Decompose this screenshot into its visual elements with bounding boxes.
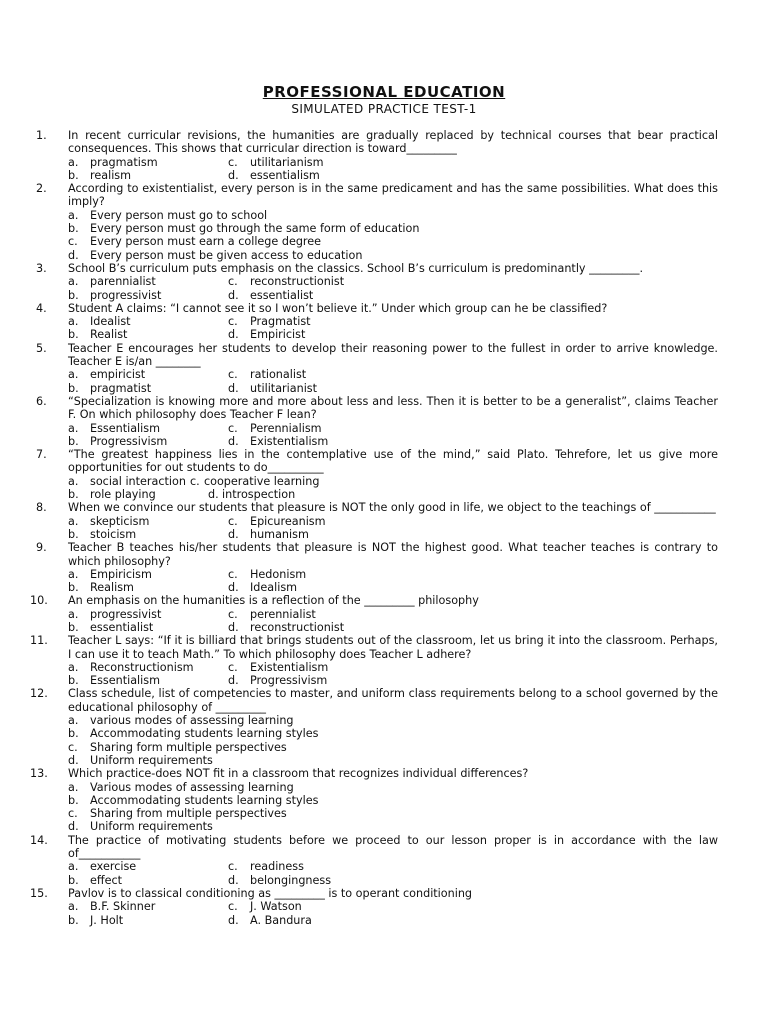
option-letter: b. — [68, 873, 79, 887]
option-text: introspection — [222, 488, 296, 502]
option-row — [68, 874, 718, 887]
option-letter: a. — [68, 660, 79, 674]
answer-option — [228, 674, 327, 687]
option-letter: c. — [68, 740, 78, 754]
option-text: Every person must earn a college degree — [90, 235, 322, 249]
answer-option — [68, 794, 718, 807]
option-row — [68, 860, 718, 873]
answer-option — [68, 741, 718, 754]
answer-option — [228, 515, 326, 528]
option-text: role playing — [90, 488, 156, 502]
question-number-label: 7. — [36, 448, 47, 462]
answer-option — [68, 608, 228, 621]
option-letter: c. — [228, 660, 238, 674]
option-letter: d. — [68, 820, 79, 834]
option-text: Various modes of assessing learning — [90, 780, 294, 794]
question-text: “Specialization is knowing more and more about less and less. Then it is better to be a generalist”, claims Teacher F. On which philosophy does Teacher F lean? — [68, 394, 718, 422]
answer-options — [68, 209, 718, 262]
option-row — [68, 900, 718, 913]
question-number-label: 4. — [36, 301, 47, 315]
option-text: A. Bandura — [250, 913, 312, 927]
question-item — [30, 129, 718, 156]
answer-options — [68, 475, 718, 502]
option-row — [68, 289, 718, 302]
option-letter: d. — [228, 168, 239, 182]
option-text: utilitarianism — [250, 155, 324, 169]
option-text: Progressivism — [250, 674, 328, 688]
question-text: In recent curricular revisions, the humanities are gradually replaced by technical courses that bear practical consequences. This shows that curricular direction is toward_________ — [68, 129, 718, 156]
option-letter: d. — [228, 434, 239, 448]
question-text: Teacher E encourages her students to develop their reasoning power to the fullest in order to arrive knowledge. Teacher E is/an ________ — [68, 341, 718, 369]
option-text: perennialist — [250, 607, 316, 621]
question-item — [30, 302, 718, 315]
option-letter: b. — [68, 168, 79, 182]
option-text: Existentialism — [250, 660, 329, 674]
answer-option — [68, 222, 718, 235]
option-letter: a. — [68, 315, 79, 329]
option-text: utilitarianist — [250, 381, 318, 395]
option-text: Epicureanism — [250, 514, 326, 528]
answer-options — [68, 714, 718, 767]
answer-option — [228, 368, 306, 381]
question-number-label: 10. — [30, 594, 48, 608]
answer-option — [68, 169, 228, 182]
question-number — [30, 395, 68, 422]
question-item — [30, 767, 718, 780]
option-row — [68, 914, 718, 927]
question-item — [30, 541, 718, 568]
answer-option — [228, 422, 322, 435]
option-text: Every person must go to school — [90, 208, 268, 222]
option-text: Essentialism — [90, 421, 160, 435]
option-text: Accommodating students learning styles — [90, 793, 319, 807]
answer-option — [228, 874, 331, 887]
answer-option — [208, 488, 295, 501]
answer-option — [68, 781, 718, 794]
option-text: essentialist — [250, 288, 314, 302]
question-text: Which practice-does NOT fit in a classroom that recognizes individual differences? — [68, 767, 529, 781]
question-text: An emphasis on the humanities is a reflection of the _________ philosophy — [68, 594, 479, 608]
option-text: Empiricist — [250, 328, 306, 342]
option-text: Pragmatist — [250, 315, 311, 329]
option-letter: b. — [68, 674, 79, 688]
answer-options — [68, 781, 718, 834]
answer-option — [228, 568, 306, 581]
answer-option — [228, 661, 328, 674]
option-letter: d. — [68, 248, 79, 262]
option-letter: d. — [228, 873, 239, 887]
option-text: humanism — [250, 527, 309, 541]
option-row — [68, 661, 718, 674]
answer-option — [68, 860, 228, 873]
answer-option — [68, 488, 204, 501]
answer-option — [68, 289, 228, 302]
answer-options — [68, 900, 718, 927]
option-text: pragmatist — [90, 381, 152, 395]
answer-option — [228, 169, 320, 182]
option-text: Empiricism — [90, 567, 152, 581]
question-item — [30, 342, 718, 369]
answer-option — [68, 874, 228, 887]
question-text: According to existentialist, every person is in the same predicament and has the same possibilities. What does this imply? — [68, 182, 718, 209]
question-number — [30, 594, 68, 607]
question-number — [30, 767, 68, 780]
option-text: Hedonism — [250, 567, 307, 581]
question-number-label: 13. — [30, 767, 48, 781]
answer-option — [228, 328, 305, 341]
answer-option — [228, 914, 312, 927]
option-text: Sharing from multiple perspectives — [90, 807, 287, 821]
question-number — [30, 302, 68, 315]
option-row — [68, 515, 718, 528]
option-text: Existentialism — [250, 434, 329, 448]
option-letter: b. — [68, 620, 79, 634]
option-row — [68, 169, 718, 182]
option-letter: c. — [228, 315, 238, 329]
option-letter: d. — [228, 288, 239, 302]
answer-option — [228, 315, 311, 328]
answer-options — [68, 422, 718, 449]
option-letter: a. — [68, 900, 79, 914]
answer-options — [68, 156, 718, 183]
question-number — [30, 687, 68, 714]
question-text: Teacher L says: “If it is billiard that brings students out of the classroom, let us bring it into the classroom. Perhaps, I can use it to teach Math.” To which philosophy does Teacher L adhere? — [68, 634, 718, 661]
option-letter: b. — [68, 288, 79, 302]
option-row — [68, 275, 718, 288]
option-letter: d. — [228, 381, 239, 395]
answer-option — [68, 568, 228, 581]
option-text: parennialist — [90, 275, 156, 289]
option-text: skepticism — [90, 514, 150, 528]
answer-option — [68, 900, 228, 913]
answer-options — [68, 860, 718, 887]
option-letter: c. — [228, 607, 238, 621]
option-text: various modes of assessing learning — [90, 714, 294, 728]
question-number-label: 12. — [30, 687, 48, 701]
question-number — [30, 448, 68, 475]
question-number — [30, 887, 68, 900]
answer-options — [68, 568, 718, 595]
option-text: empiricist — [90, 368, 146, 382]
option-row — [68, 608, 718, 621]
option-text: J. Holt — [90, 913, 124, 927]
option-text: reconstructionist — [250, 620, 345, 634]
option-letter: a. — [68, 421, 79, 435]
option-letter: b. — [68, 222, 79, 236]
option-letter: b. — [68, 488, 79, 502]
option-row — [68, 488, 718, 501]
option-row — [68, 382, 718, 395]
answer-option — [190, 475, 319, 488]
answer-option — [228, 289, 313, 302]
option-text: Essentialism — [90, 674, 160, 688]
option-text: exercise — [90, 860, 137, 874]
option-letter: d. — [228, 674, 239, 688]
option-row — [68, 315, 718, 328]
answer-option — [68, 275, 228, 288]
answer-option — [68, 328, 228, 341]
option-letter: a. — [68, 514, 79, 528]
option-letter: a. — [68, 567, 79, 581]
option-text: cooperative learning — [203, 474, 320, 488]
document-title: PROFESSIONAL EDUCATION — [262, 83, 506, 101]
option-text: Every person must go through the same form of education — [90, 222, 420, 236]
option-letter: c. — [228, 421, 238, 435]
option-letter: c. — [228, 368, 238, 382]
option-letter: a. — [68, 607, 79, 621]
option-row — [68, 328, 718, 341]
option-letter: b. — [68, 581, 79, 595]
question-item — [30, 395, 718, 422]
question-number — [30, 501, 68, 514]
option-text: reconstructionist — [250, 275, 345, 289]
option-letter: d. — [68, 753, 79, 767]
question-number — [30, 541, 68, 568]
option-text: Realism — [90, 581, 134, 595]
question-number-label: 6. — [36, 394, 47, 408]
option-letter: a. — [68, 368, 79, 382]
option-letter: b. — [68, 793, 79, 807]
question-item — [30, 501, 718, 514]
option-letter: d. — [228, 913, 239, 927]
option-letter: a. — [68, 155, 79, 169]
answer-option — [68, 661, 228, 674]
option-text: essentialism — [250, 168, 320, 182]
answer-option — [68, 156, 228, 169]
answer-option — [68, 621, 228, 634]
question-number-label: 14. — [30, 833, 48, 847]
answer-option — [228, 435, 328, 448]
option-row — [68, 674, 718, 687]
answer-options — [68, 368, 718, 395]
answer-option — [68, 714, 718, 727]
option-row — [68, 422, 718, 435]
question-item — [30, 262, 718, 275]
option-text: Realist — [90, 328, 128, 342]
option-row — [68, 528, 718, 541]
option-letter: c. — [228, 275, 238, 289]
option-row — [68, 581, 718, 594]
answer-options — [68, 275, 718, 302]
question-text: Student A claims: “I cannot see it so I won’t believe it.” Under which group can he be classified? — [68, 301, 608, 315]
option-letter: a. — [68, 714, 79, 728]
answer-option — [68, 368, 228, 381]
question-item — [30, 448, 718, 475]
answer-options — [68, 515, 718, 542]
option-letter: d. — [228, 620, 239, 634]
option-letter: b. — [68, 381, 79, 395]
option-letter: a. — [68, 275, 79, 289]
option-text: pragmatism — [90, 155, 158, 169]
document-subtitle: SIMULATED PRACTICE TEST-1 — [291, 102, 477, 116]
option-row — [68, 156, 718, 169]
question-number-label: 11. — [30, 634, 48, 648]
option-letter: a. — [68, 860, 79, 874]
answer-option — [68, 515, 228, 528]
option-text: Uniform requirements — [90, 753, 213, 767]
question-number-label: 3. — [36, 261, 47, 275]
option-text: Uniform requirements — [90, 820, 213, 834]
answer-option — [228, 275, 344, 288]
answer-option — [68, 435, 228, 448]
answer-option — [228, 860, 304, 873]
answer-options — [68, 661, 718, 688]
option-text: effect — [90, 873, 123, 887]
question-number — [30, 182, 68, 209]
option-text: essentialist — [90, 620, 154, 634]
option-text: Idealism — [250, 581, 298, 595]
option-row — [68, 621, 718, 634]
answer-option — [228, 156, 324, 169]
option-letter: c. — [68, 807, 78, 821]
question-item — [30, 834, 718, 861]
answer-option — [228, 900, 302, 913]
option-text: progressivist — [90, 607, 162, 621]
question-item — [30, 687, 718, 714]
option-text: Perennialism — [250, 421, 322, 435]
question-number-label: 5. — [36, 341, 47, 355]
answer-option — [228, 581, 297, 594]
question-text: School B’s curriculum puts emphasis on the classics. School B’s curriculum is predominantly _________. — [68, 261, 644, 275]
answer-option — [68, 820, 718, 833]
answer-option — [68, 249, 718, 262]
option-letter: d. — [228, 527, 239, 541]
option-text: Sharing form multiple perspectives — [90, 740, 287, 754]
option-row — [68, 435, 718, 448]
answer-option — [68, 807, 718, 820]
answer-option — [68, 581, 228, 594]
question-text: Teacher B teaches his/her students that pleasure is NOT the highest good. What teacher teaches is contrary to which philosophy? — [68, 541, 718, 568]
question-number-label: 2. — [36, 182, 47, 196]
option-text: progressivist — [90, 288, 162, 302]
option-letter: d. — [228, 328, 239, 342]
question-number — [30, 834, 68, 861]
question-number-label: 15. — [30, 886, 48, 900]
question-list — [30, 129, 718, 927]
question-text: “The greatest happiness lies in the contemplative use of the mind,” said Plato. Tehrefore, let us give more opportunities for out students to do__________ — [68, 448, 718, 475]
option-row — [68, 568, 718, 581]
option-letter: c. — [228, 900, 238, 914]
option-text: J. Watson — [250, 900, 302, 914]
option-text: Progressivism — [90, 434, 168, 448]
question-text: When we convince our students that pleasure is NOT the only good in life, we object to the teachings of ___________ — [68, 501, 716, 515]
question-text: Class schedule, list of competencies to master, and uniform class requirements belong to a school governed by the educational philosophy of _________ — [68, 687, 718, 714]
answer-option — [68, 422, 228, 435]
answer-option — [228, 528, 309, 541]
answer-option — [68, 209, 718, 222]
option-letter: c. — [228, 567, 238, 581]
option-letter: a. — [68, 780, 79, 794]
question-number-label: 1. — [36, 129, 47, 142]
question-number — [30, 129, 68, 156]
option-text: rationalist — [250, 368, 307, 382]
answer-option — [68, 315, 228, 328]
option-letter: c. — [228, 155, 238, 169]
option-letter: c. — [68, 235, 78, 249]
question-number-label: 8. — [36, 501, 47, 515]
answer-option — [68, 754, 718, 767]
option-text: stoicism — [90, 527, 137, 541]
answer-option — [228, 382, 317, 395]
option-letter: b. — [68, 434, 79, 448]
answer-options — [68, 315, 718, 342]
question-item — [30, 594, 718, 607]
option-text: Idealist — [90, 315, 131, 329]
answer-option — [228, 621, 344, 634]
option-letter: c. — [189, 474, 200, 488]
answer-option — [68, 475, 186, 488]
option-text: readiness — [250, 860, 304, 874]
answer-options — [68, 608, 718, 635]
answer-option — [68, 235, 718, 248]
option-letter: a. — [68, 474, 79, 488]
question-item — [30, 887, 718, 900]
question-item — [30, 182, 718, 209]
answer-option — [228, 608, 316, 621]
option-letter: c. — [228, 860, 238, 874]
option-row — [68, 475, 718, 488]
question-text: The practice of motivating students before we proceed to our lesson proper is in accordance with the law of___________ — [68, 833, 718, 861]
option-text: social interaction — [90, 474, 186, 488]
answer-option — [68, 914, 228, 927]
option-row — [68, 368, 718, 381]
answer-option — [68, 528, 228, 541]
option-letter: d. — [208, 488, 219, 502]
answer-option — [68, 382, 228, 395]
option-letter: b. — [68, 727, 79, 741]
option-letter: d. — [228, 581, 239, 595]
option-text: Every person must be given access to education — [90, 248, 363, 262]
option-letter: c. — [228, 514, 238, 528]
option-letter: b. — [68, 913, 79, 927]
question-item — [30, 634, 718, 661]
option-text: Accommodating students learning styles — [90, 727, 319, 741]
question-text: Pavlov is to classical conditioning as _________ is to operant conditioning — [68, 886, 473, 900]
option-text: B.F. Skinner — [90, 900, 156, 914]
answer-option — [68, 727, 718, 740]
option-text: realism — [90, 168, 132, 182]
option-letter: b. — [68, 527, 79, 541]
question-number — [30, 262, 68, 275]
option-letter: b. — [68, 328, 79, 342]
option-text: belongingness — [250, 873, 332, 887]
answer-option — [68, 674, 228, 687]
option-text: Reconstructionism — [90, 660, 194, 674]
option-letter: a. — [68, 208, 79, 222]
question-number — [30, 342, 68, 369]
question-number — [30, 634, 68, 661]
question-number-label: 9. — [36, 541, 47, 555]
